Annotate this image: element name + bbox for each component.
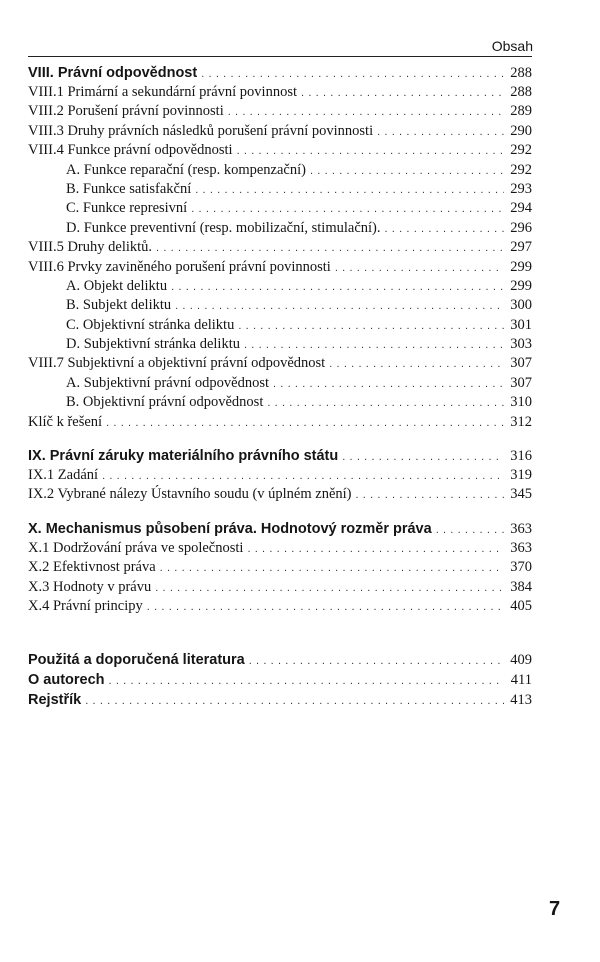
toc-chapter-title: VIII. Právní odpovědnost [28, 65, 198, 81]
section-spacer [28, 432, 532, 446]
toc-page-number: 307 [510, 374, 532, 391]
dot-leader [175, 297, 504, 316]
dot-leader [106, 414, 504, 433]
dot-leader [244, 336, 504, 355]
toc-entry-label: D. Subjektivní stránka deliktu [66, 336, 240, 353]
dot-leader [342, 447, 504, 467]
dot-leader [102, 467, 504, 486]
toc-page-number: 292 [510, 161, 532, 178]
dot-leader [201, 64, 504, 84]
toc-entry-label: VIII.5 Druhy deliktů. [28, 239, 153, 256]
toc-page-number: 411 [510, 672, 532, 689]
toc-page-number: 299 [510, 258, 532, 275]
toc-page-number: 363 [510, 539, 532, 556]
toc-page-number: 345 [510, 486, 532, 503]
toc-subentry [28, 180, 532, 199]
toc-page-number: 301 [510, 316, 532, 333]
toc-page-number: 307 [510, 355, 532, 372]
toc-entry-label: B. Objektivní právní odpovědnost [66, 394, 264, 411]
toc-entry [28, 539, 532, 558]
toc-page-number: 288 [510, 65, 532, 81]
toc-chapter-title: X. Mechanismus působení práva. Hodnotový rozměr práva [28, 520, 432, 537]
dot-leader [156, 239, 504, 258]
toc-page-number: 289 [510, 103, 532, 120]
toc-entry-label: VIII.4 Funkce právní odpovědnosti [28, 142, 233, 159]
toc-page-number: 310 [510, 394, 532, 411]
toc-entry [28, 83, 532, 102]
toc-entry-label: X.1 Dodržování práva ve společnosti [28, 539, 244, 556]
toc-entry-label: VIII.7 Subjektivní a objektivní právní odpovědnost [28, 355, 326, 372]
dot-leader [237, 142, 504, 161]
dot-leader [85, 691, 504, 711]
toc-entry [28, 122, 532, 141]
toc-entry-label: C. Objektivní stránka deliktu [66, 316, 235, 333]
dot-leader [385, 220, 505, 239]
page-number: 7 [549, 898, 561, 920]
toc-entry [28, 354, 532, 373]
toc-subentry [28, 161, 532, 180]
dot-leader [301, 84, 504, 103]
toc-back-matter-entry [28, 690, 532, 710]
toc-entry-label: X.4 Právní principy [28, 597, 143, 614]
dot-leader [228, 103, 504, 122]
toc-page-number: 384 [510, 578, 532, 595]
toc-entry [28, 102, 532, 121]
dot-leader [356, 486, 505, 505]
toc-subentry [28, 393, 532, 412]
toc-entry-label: D. Funkce preventivní (resp. mobilizační, stimulační). [66, 219, 381, 236]
toc-chapter-heading [28, 446, 532, 466]
toc-page-number: 319 [510, 467, 532, 484]
section-spacer [28, 505, 532, 519]
toc-entry-label: A. Funkce reparační (resp. kompenzační) [66, 161, 306, 178]
toc-entry [28, 258, 532, 277]
toc-page-number: 312 [510, 413, 532, 430]
toc-entry-label: O autorech [28, 672, 105, 689]
dot-leader [249, 651, 504, 671]
toc-subentry [28, 316, 532, 335]
toc-chapter-title: IX. Právní záruky materiálního právního státu [28, 448, 339, 465]
toc-entry [28, 578, 532, 597]
toc-entry [28, 413, 532, 432]
toc-entry-label: VIII.6 Prvky zaviněného porušení právní povinnosti [28, 258, 331, 275]
dot-leader [329, 355, 504, 374]
toc-entry [28, 597, 532, 616]
dot-leader [310, 162, 504, 181]
toc-chapter-heading [28, 519, 532, 539]
toc-entry-label: B. Subjekt deliktu [66, 297, 172, 314]
toc-entry-label: VIII.1 Primární a sekundární právní povinnost [28, 84, 298, 100]
header-rule [28, 56, 532, 57]
toc-page-number: 299 [510, 277, 532, 294]
dot-leader [436, 520, 504, 540]
toc-back-matter-entry [28, 670, 532, 690]
toc-page-number: 405 [510, 597, 532, 614]
toc-entry-label: VIII.3 Druhy právních následků porušení právní povinnosti [28, 122, 374, 139]
toc-subentry [28, 296, 532, 315]
dot-leader [195, 181, 504, 200]
toc-page-number: 300 [510, 297, 532, 314]
toc-entry-label: Rejstřík [28, 692, 82, 709]
section-spacer [28, 616, 532, 650]
toc-page-number: 296 [510, 219, 532, 236]
toc-entry-label: IX.1 Zadání [28, 467, 99, 484]
toc-page-number: 294 [510, 200, 532, 217]
toc-entry [28, 558, 532, 577]
toc-page-number: 297 [510, 239, 532, 256]
dot-leader [155, 579, 504, 598]
toc-page-number: 288 [510, 84, 532, 100]
dot-leader [191, 200, 504, 219]
dot-leader [273, 375, 504, 394]
toc-subentry [28, 335, 532, 354]
toc-page-number: 409 [510, 652, 532, 669]
toc-subentry [28, 374, 532, 393]
dot-leader [171, 278, 504, 297]
toc-page-number: 363 [510, 520, 532, 537]
toc-chapter-heading [28, 63, 532, 83]
dot-leader [238, 317, 504, 336]
dot-leader [377, 123, 504, 142]
dot-leader [267, 394, 504, 413]
toc-back-matter-entry [28, 650, 532, 670]
toc-entry [28, 485, 532, 504]
toc-page-number: 413 [510, 692, 532, 709]
toc-subentry [28, 277, 532, 296]
toc-entry-label: B. Funkce satisfakční [66, 180, 192, 197]
toc-entry-label: A. Subjektivní právní odpovědnost [66, 374, 269, 391]
toc-entry [28, 141, 532, 160]
dot-leader [160, 559, 504, 578]
toc-entry-label: Použitá a doporučená literatura [28, 652, 245, 669]
toc-entry-label: IX.2 Vybrané nálezy Ústavního soudu (v úplném znění) [28, 486, 352, 503]
toc-page-number: 303 [510, 336, 532, 353]
dot-leader [109, 671, 504, 691]
toc-entry [28, 238, 532, 257]
dot-leader [335, 259, 504, 278]
table-of-contents [28, 63, 532, 710]
toc-subentry [28, 199, 532, 218]
toc-entry-label: C. Funkce represivní [66, 200, 188, 217]
toc-page-number: 290 [510, 122, 532, 139]
toc-entry-label: VIII.2 Porušení právní povinnosti [28, 103, 224, 120]
dot-leader [247, 540, 504, 559]
toc-page-number: 370 [510, 559, 532, 576]
toc-page-number: 292 [510, 142, 532, 159]
toc-entry-label: X.3 Hodnoty v právu [28, 578, 152, 595]
toc-page-number: 293 [510, 180, 532, 197]
toc-entry-label: X.2 Efektivnost práva [28, 559, 156, 576]
toc-entry-label: Klíč k řešení [28, 413, 103, 430]
toc-page-number: 316 [510, 448, 532, 465]
toc-entry [28, 466, 532, 485]
dot-leader [147, 598, 504, 617]
toc-entry-label: A. Objekt deliktu [66, 277, 168, 294]
toc-subentry [28, 219, 532, 238]
running-header: Obsah [491, 38, 533, 54]
